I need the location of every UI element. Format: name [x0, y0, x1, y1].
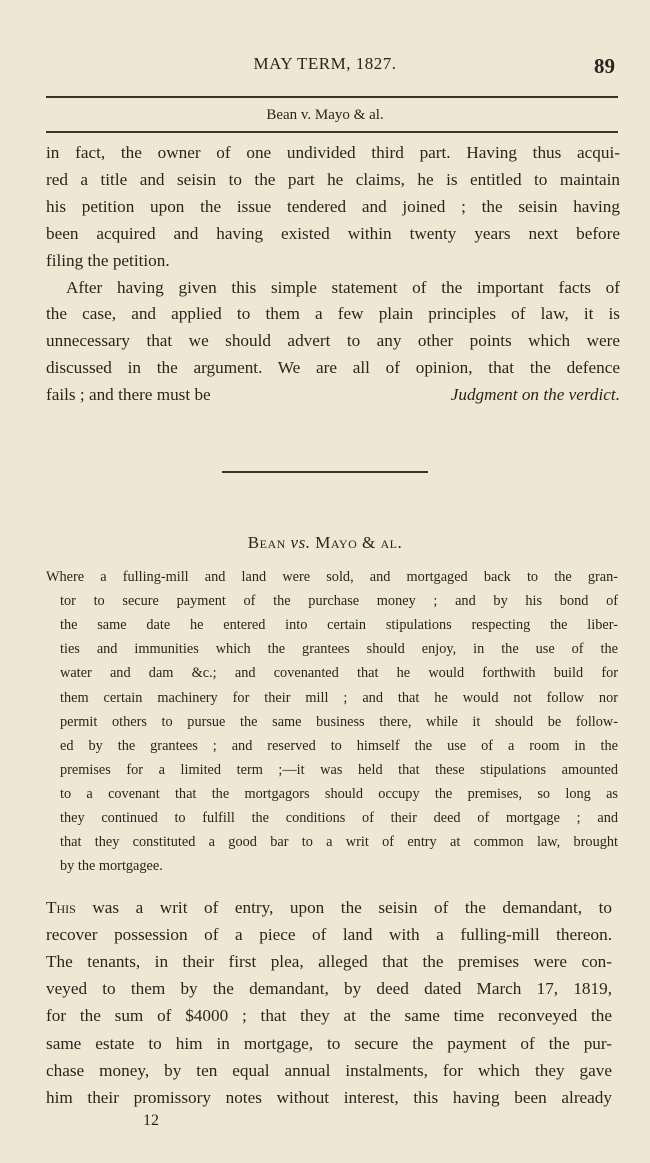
- text-line: the same date he entered into certain stipulations respecting the liber-: [60, 617, 618, 634]
- text-line: recover possession of a piece of land with a fulling-mill thereon.: [46, 925, 612, 945]
- text-line: same estate to him in mortgage, to secure the payment of the pur-: [46, 1033, 612, 1053]
- text-line: water and dam &c.; and covenanted that he would forthwith build for: [60, 665, 618, 682]
- text-line: The tenants, in their first plea, alleged that the premises were con-: [46, 952, 612, 972]
- text-line: been acquired and having existed within twenty years next before: [46, 223, 620, 243]
- text-line: by the mortgagee.: [60, 858, 163, 875]
- text-line: unnecessary that we should advert to any other points which were: [46, 331, 620, 351]
- text-line: discussed in the argument. We are all of opinion, that the defence: [46, 358, 620, 378]
- case-running-head: Bean v. Mayo & al.: [266, 107, 384, 123]
- final-line-text: fails ; and there must be: [46, 385, 211, 405]
- text-line: that they constituted a good bar to a writ of entry at common law, brought: [60, 834, 618, 851]
- text-line: they continued to fulfill the conditions of their deed of mortgage ; and: [60, 810, 618, 826]
- page-number: 89: [594, 54, 615, 78]
- section-divider: [222, 471, 428, 473]
- line-rest: was a writ of entry, upon the seisin of the demandant, to: [75, 898, 612, 917]
- text-line: premises for a limited term ;—it was held that these stipulations amounted: [60, 761, 618, 778]
- text-line: tor to secure payment of the purchase money ; and by his bond of: [60, 593, 618, 610]
- header-rule-top: [46, 96, 618, 98]
- text-line: him their promissory notes without interest, this having been already: [46, 1087, 612, 1107]
- text-line: for the sum of $4000 ; that they at the same time reconveyed the: [46, 1006, 612, 1026]
- text-line: his petition upon the issue tendered and joined ; the seisin having: [46, 196, 620, 216]
- text-line: in fact, the owner of one undivided third part. Having thus acqui-: [46, 143, 620, 162]
- text-line: chase money, by ten equal annual instalments, for which they gave: [46, 1060, 612, 1080]
- text-line: ed by the grantees ; and reserved to himself the use of a room in the: [60, 737, 618, 754]
- case-title: [0, 533, 650, 553]
- running-title: MAY TERM, 1827.: [253, 54, 397, 73]
- text-line: filing the petition.: [46, 250, 170, 270]
- text-line: [46, 385, 620, 405]
- text-line: to a covenant that the mortgagors should occupy the premises, so long as: [60, 785, 618, 802]
- text-line: red a title and seisin to the part he claims, he is entitled to maintain: [46, 169, 620, 189]
- text-line: Where a fulling-mill and land were sold, and mortgaged back to the gran-: [46, 569, 618, 585]
- text-line: permit others to pursue the same business there, while it should be follow-: [60, 713, 618, 730]
- drop-word: This: [46, 898, 76, 917]
- text-line: After having given this simple statement of the important facts of: [66, 277, 620, 297]
- case-title-party2: Mayo & al.: [315, 533, 403, 552]
- case-title-vs: vs.: [290, 533, 311, 552]
- judgment-text: Judgment on the verdict.: [450, 385, 620, 405]
- case-title-party1: Bean: [247, 533, 286, 552]
- text-line: the case, and applied to them a few plain principles of law, it is: [46, 304, 620, 324]
- text-line: them certain machinery for their mill ; and that he would not follow nor: [60, 689, 618, 706]
- header-rule-bottom: [46, 131, 618, 133]
- text-line: [46, 898, 612, 918]
- text-line: ties and immunities which the grantees should enjoy, in the use of the: [60, 641, 618, 658]
- signature-mark: 12: [143, 1112, 159, 1129]
- text-line: veyed to them by the demandant, by deed dated March 17, 1819,: [46, 979, 612, 999]
